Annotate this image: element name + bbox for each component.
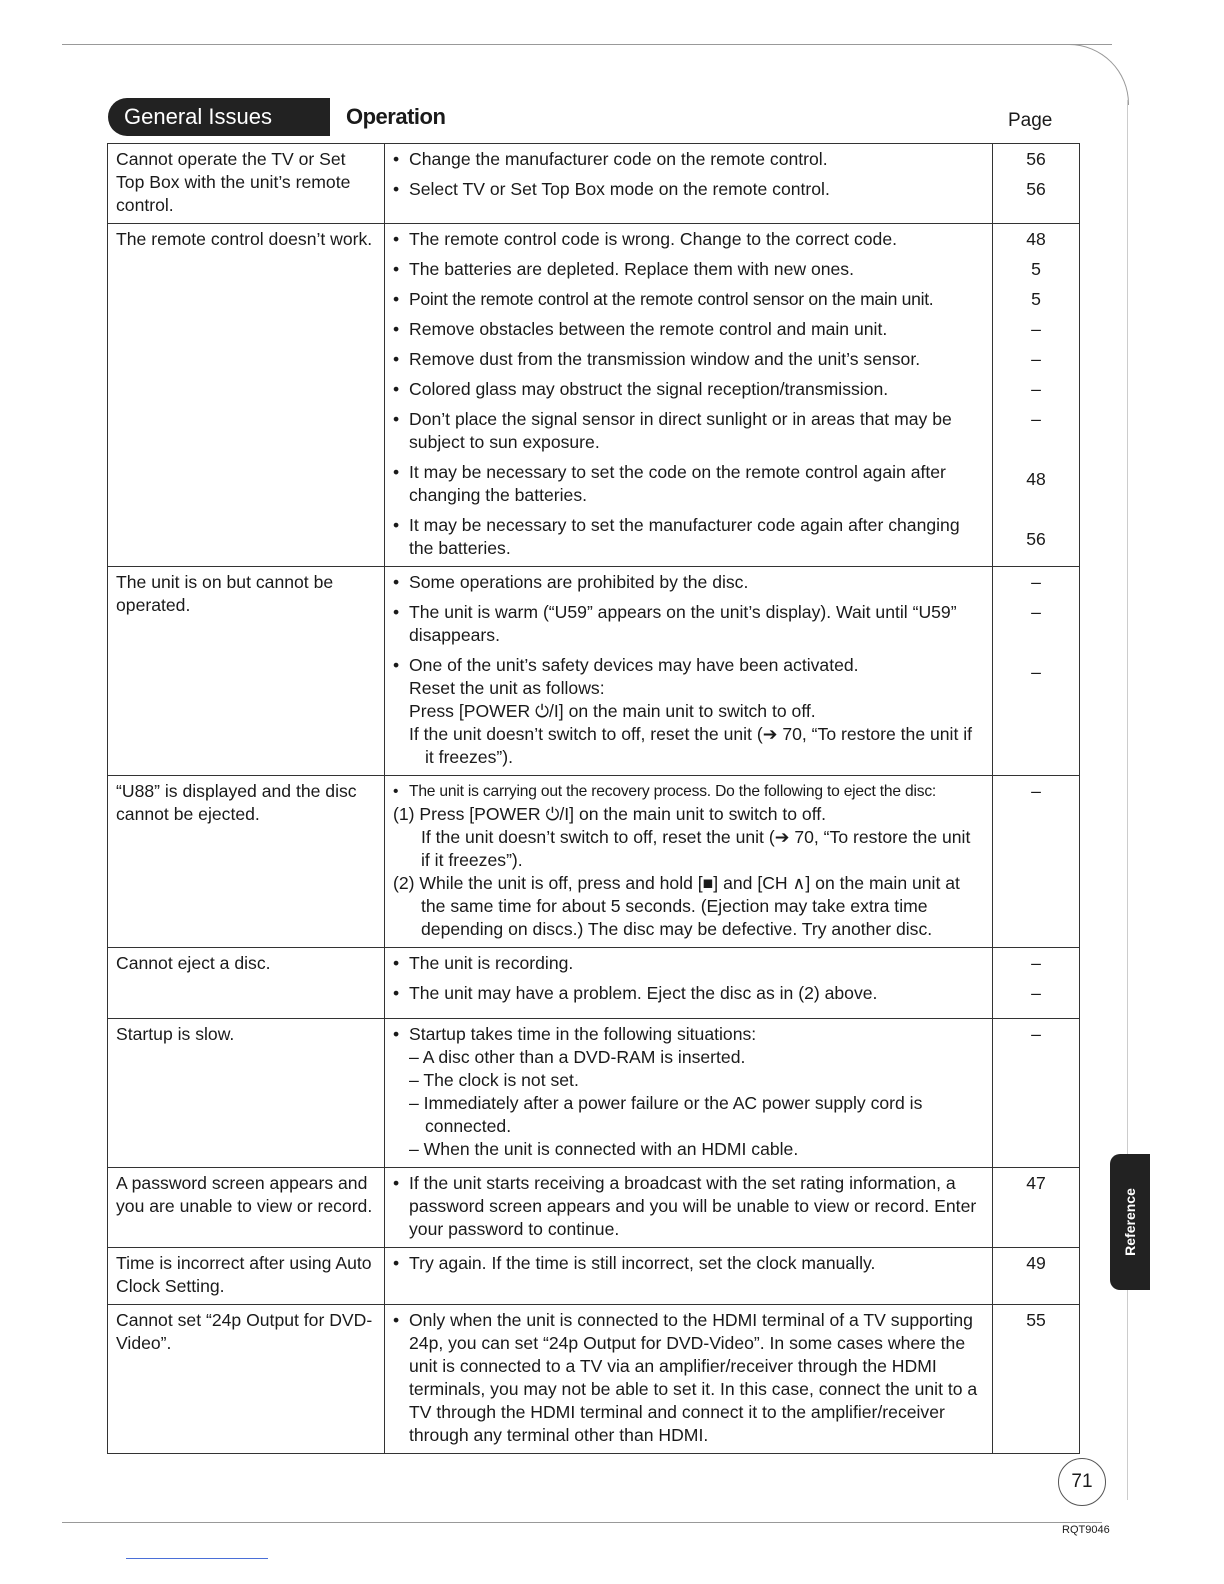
solution-cell: [385, 1305, 993, 1454]
solution-item: • The unit may have a problem. Eject the disc as in (2) above.: [393, 983, 878, 1003]
solution-item: • Startup takes time in the following situations:: [393, 1024, 757, 1044]
page-cell: – –: [993, 948, 1080, 1019]
solution-item: • Don’t place the signal sensor in direct sunlight or in areas that may be subject to sun exposure.: [393, 409, 952, 452]
section-title: General Issues: [108, 98, 330, 136]
table-row: [108, 567, 1080, 776]
bottom-rule: [62, 1522, 1102, 1523]
solution-item: • It may be necessary to set the manufacturer code again after changing the batteries.: [393, 515, 960, 558]
solution-item: • Point the remote control at the remote control sensor on the main unit.: [393, 289, 934, 309]
table-row: [108, 1305, 1080, 1454]
reference-side-tab: [1110, 1154, 1150, 1290]
problem-cell: Startup is slow.: [108, 1019, 385, 1168]
solution-item: • Remove obstacles between the remote control and main unit.: [393, 319, 888, 339]
problem-cell: “U88” is displayed and the disc cannot be ejected.: [108, 776, 385, 948]
solution-item: • One of the unit’s safety devices may have been activated. Reset the unit as follows: Press [POWER ⏻/I] on the main unit to switch to off. If the unit doesn’t switch to off, reset the unit (➔ 70, “To restore the unit if it freezes”).: [393, 655, 973, 767]
step-2: (2) While the unit is off, press and hold [■] and [CH ∧] on the main unit at the same time for about 5 seconds. (Ejection may take extra time depending on discs.) The disc may be defective. Try another disc.: [393, 873, 960, 939]
solution-item: • Try again. If the time is still incorrect, set the clock manually.: [393, 1253, 876, 1273]
solution-cell: [385, 567, 993, 776]
page-cell: – – –: [993, 567, 1080, 776]
problem-cell: Cannot operate the TV or Set Top Box with the unit’s remote control.: [108, 144, 385, 224]
solution-item: • Remove dust from the transmission window and the unit’s sensor.: [393, 349, 921, 369]
table-row: [108, 144, 1080, 224]
solution-cell: [385, 1168, 993, 1248]
solution-item: • The unit is recording.: [393, 953, 574, 973]
problem-cell: A password screen appears and you are unable to view or record.: [108, 1168, 385, 1248]
problem-cell: The remote control doesn’t work.: [108, 224, 385, 567]
right-rule: [1127, 100, 1128, 1500]
sub-item: – Immediately after a power failure or the AC power supply cord is connected.: [409, 1093, 923, 1136]
solution-cell: [385, 224, 993, 567]
solution-cell: [385, 776, 993, 948]
table-row: [108, 224, 1080, 567]
troubleshooting-table: [107, 143, 1080, 1454]
sub-item: – When the unit is connected with an HDMI cable.: [409, 1139, 799, 1159]
solution-item: • The unit is carrying out the recovery process. Do the following to eject the disc:: [393, 783, 937, 800]
table-row: [108, 1019, 1080, 1168]
table-row: [108, 948, 1080, 1019]
blue-underline: [126, 1558, 268, 1559]
page-cell: 47: [993, 1168, 1080, 1248]
page-cell: –: [993, 776, 1080, 948]
solution-cell: [385, 144, 993, 224]
table-row: [108, 776, 1080, 948]
problem-cell: Cannot set “24p Output for DVD-Video”.: [108, 1305, 385, 1454]
model-code: RQT9046: [1062, 1524, 1110, 1536]
top-rule: [62, 44, 1112, 45]
problem-cell: The unit is on but cannot be operated.: [108, 567, 385, 776]
page-cell: –: [993, 1019, 1080, 1168]
solution-cell: [385, 1019, 993, 1168]
page-cell: 48 5 5 – – – – 48 56: [993, 224, 1080, 567]
solution-item: • The unit is warm (“U59” appears on the unit’s display). Wait until “U59” disappears.: [393, 602, 957, 645]
page-column-label: Page: [1008, 110, 1053, 131]
page-cell: 49: [993, 1248, 1080, 1305]
problem-cell: Cannot eject a disc.: [108, 948, 385, 1019]
sub-item: – A disc other than a DVD-RAM is inserted.: [409, 1047, 746, 1067]
page-cell: 56 56: [993, 144, 1080, 224]
table-row: [108, 1168, 1080, 1248]
page-cell: 55: [993, 1305, 1080, 1454]
problem-cell: Time is incorrect after using Auto Clock Setting.: [108, 1248, 385, 1305]
solution-item: • If the unit starts receiving a broadcast with the set rating information, a password screen appears and you will be unable to view or record. Enter your password to continue.: [393, 1173, 977, 1239]
page-number: 71: [1058, 1458, 1106, 1506]
step-1-detail: If the unit doesn’t switch to off, reset the unit (➔ 70, “To restore the unit if it freezes”).: [421, 827, 971, 870]
solution-item: • Select TV or Set Top Box mode on the remote control.: [393, 179, 830, 199]
table-row: [108, 1248, 1080, 1305]
solution-item: • Only when the unit is connected to the HDMI terminal of a TV supporting 24p, you can set “24p Output for DVD-Video”. In some cases where the unit is connected to a TV via an amplifier/receiver through the HDMI terminals, you may not be able to set it. In this case, connect the unit to a TV through the HDMI terminal and connect it to the amplifier/receiver through any terminal other than HDMI.: [393, 1310, 978, 1445]
topic-title: Operation: [346, 104, 446, 129]
solution-cell: [385, 948, 993, 1019]
solution-item: • The batteries are depleted. Replace them with new ones.: [393, 259, 854, 279]
solution-item: • The remote control code is wrong. Change to the correct code.: [393, 229, 897, 249]
solution-cell: [385, 1248, 993, 1305]
corner-curve: [1060, 44, 1129, 105]
step-1: (1) Press [POWER ⏻/I] on the main unit to switch to off.: [393, 804, 827, 824]
solution-item: • Colored glass may obstruct the signal reception/transmission.: [393, 379, 889, 399]
solution-item: • It may be necessary to set the code on the remote control again after changing the batteries.: [393, 462, 946, 505]
solution-item: • Some operations are prohibited by the disc.: [393, 572, 749, 592]
solution-item: • Change the manufacturer code on the remote control.: [393, 149, 828, 169]
sub-item: – The clock is not set.: [409, 1070, 579, 1090]
reference-label: Reference: [1122, 1188, 1138, 1256]
